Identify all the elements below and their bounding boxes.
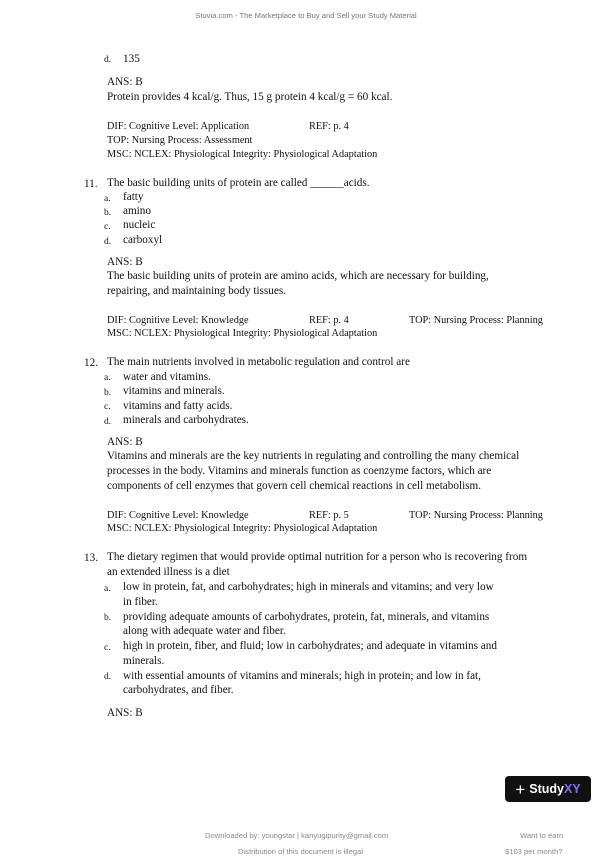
ref-label: REF: p. 4 bbox=[309, 315, 349, 326]
msc-label: MSC: NCLEX: Physiological Integrity: Physiological Adaptation bbox=[107, 149, 378, 160]
ref-label: REF: p. 4 bbox=[309, 121, 349, 132]
answer-key: ANS: B bbox=[107, 256, 143, 268]
ref-label: REF: p. 5 bbox=[309, 510, 349, 521]
question-number: 11. bbox=[84, 178, 98, 190]
answer-key: ANS: B bbox=[107, 707, 143, 719]
top-label: TOP: Nursing Process: Planning bbox=[409, 315, 543, 326]
dif-label: DIF: Cognitive Level: Knowledge bbox=[107, 315, 249, 326]
option-text: providing adequate amounts of carbohydrates, protein, fat, minerals, and vitamins bbox=[123, 611, 490, 623]
option-text: amino bbox=[123, 205, 151, 217]
option-text: carboxyl bbox=[123, 234, 163, 246]
question-number: 13. bbox=[84, 552, 98, 564]
option-text: vitamins and fatty acids. bbox=[123, 400, 233, 412]
option-text: along with adequate water and fiber. bbox=[123, 625, 286, 637]
top-label: TOP: Nursing Process: Planning bbox=[409, 510, 543, 521]
option-text: minerals and carbohydrates. bbox=[123, 414, 249, 426]
option-text: 135 bbox=[123, 53, 140, 65]
option-text: low in protein, fat, and carbohydrates; high in minerals and vitamins; and very low bbox=[123, 581, 494, 593]
rationale: Vitamins and minerals are the key nutrients in regulating and controlling the many chemical bbox=[107, 450, 520, 462]
plus-icon: + bbox=[515, 779, 526, 799]
option-letter: a. bbox=[104, 373, 111, 383]
question-stem: The dietary regimen that would provide optimal nutrition for a person who is recovering from bbox=[107, 551, 528, 563]
option-letter: a. bbox=[104, 584, 111, 594]
option-text: with essential amounts of vitamins and minerals; high in protein; and low in fat, bbox=[123, 670, 481, 682]
studyxy-logo[interactable] bbox=[505, 776, 591, 802]
question-stem: The basic building units of protein are called ______acids. bbox=[107, 177, 370, 189]
rationale: components of cell enzymes that govern cell chemical reactions in cell metabolism. bbox=[107, 480, 482, 492]
option-letter: d. bbox=[104, 672, 112, 682]
option-text: in fiber. bbox=[123, 596, 158, 608]
dif-label: DIF: Cognitive Level: Application bbox=[107, 121, 250, 132]
question-stem: The main nutrients involved in metabolic regulation and control are bbox=[107, 356, 410, 368]
option-text: minerals. bbox=[123, 655, 165, 667]
option-letter: c. bbox=[104, 222, 111, 232]
rationale: Protein provides 4 kcal/g. Thus, 15 g protein 4 kcal/g = 60 kcal. bbox=[107, 91, 393, 103]
footer-download-info: Downloaded by: youngstar | kanyugipurity@gmail.com bbox=[205, 831, 389, 840]
option-letter: a. bbox=[104, 194, 111, 204]
option-text: carbohydrates, and fiber. bbox=[123, 684, 234, 696]
option-letter: c. bbox=[104, 402, 111, 412]
option-text: water and vitamins. bbox=[123, 371, 211, 383]
footer-distribution-notice: Distribution of this document is illegal bbox=[238, 847, 363, 856]
option-letter: d. bbox=[104, 417, 112, 427]
option-letter: d. bbox=[104, 55, 112, 65]
option-letter: b. bbox=[104, 388, 112, 398]
logo-text-accent: XY bbox=[563, 782, 581, 796]
option-text: high in protein, fiber, and fluid; low in carbohydrates; and adequate in vitamins and bbox=[123, 640, 497, 652]
footer-earn-amount[interactable]: $103 per month? bbox=[505, 847, 563, 856]
top-label: TOP: Nursing Process: Assessment bbox=[107, 135, 253, 146]
footer-earn-link[interactable]: Want to earn bbox=[520, 831, 564, 840]
page-header: Stuvia.com - The Marketplace to Buy and Sell your Study Material bbox=[195, 11, 417, 20]
option-letter: d. bbox=[104, 237, 112, 247]
option-letter: c. bbox=[104, 643, 111, 653]
rationale: processes in the body. Vitamins and minerals function as coenzyme factors, which are bbox=[107, 465, 492, 477]
question-stem: an extended illness is a diet bbox=[107, 566, 230, 578]
msc-label: MSC: NCLEX: Physiological Integrity: Physiological Adaptation bbox=[107, 523, 378, 534]
rationale: repairing, and maintaining body tissues. bbox=[107, 285, 286, 297]
dif-label: DIF: Cognitive Level: Knowledge bbox=[107, 510, 249, 521]
option-text: nucleic bbox=[123, 219, 156, 231]
msc-label: MSC: NCLEX: Physiological Integrity: Physiological Adaptation bbox=[107, 328, 378, 339]
option-letter: b. bbox=[104, 613, 112, 623]
answer-key: ANS: B bbox=[107, 76, 143, 88]
logo-text: Study bbox=[529, 782, 564, 796]
rationale: The basic building units of protein are amino acids, which are necessary for building, bbox=[107, 270, 489, 282]
answer-key: ANS: B bbox=[107, 436, 143, 448]
question-number: 12. bbox=[84, 357, 98, 369]
option-text: fatty bbox=[123, 191, 144, 203]
option-text: vitamins and minerals. bbox=[123, 385, 225, 397]
option-letter: b. bbox=[104, 208, 112, 218]
